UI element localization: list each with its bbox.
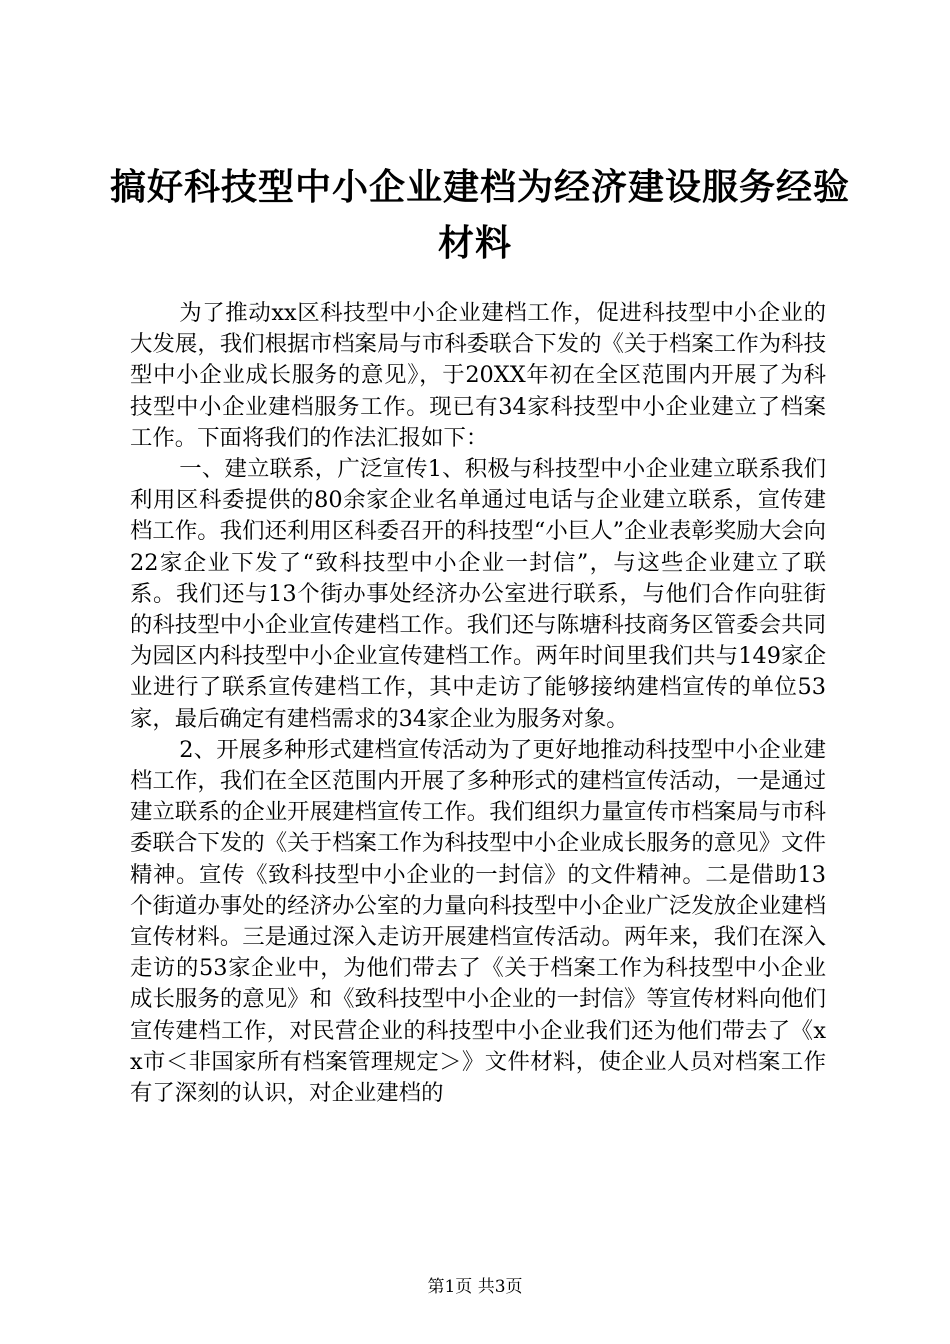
paragraph-intro: 为了推动xx区科技型中小企业建档工作，促进科技型中小企业的大发展，我们根据市档案局与市科委联合下发的《关于档案工作为科技型中小企业成长服务的意见》，于20XX年初在全区范围内开展了为科技型中小企业建档服务工作。现已有34家科技型中小企业建立了档案工作。下面将我们的作法汇报如下： [130, 300, 826, 451]
document-title [110, 160, 851, 272]
page-footer: 第1页 共3页 [427, 1277, 523, 1297]
paragraph-section-1: 一、建立联系，广泛宣传1、积极与科技型中小企业建立联系我们利用区科委提供的80余家企业名单通过电话与企业建立联系，宣传建档工作。我们还利用区科委召开的科技型“小巨人”企业表彰奖励大会向22家企业下发了“致科技型中小企业一封信”，与这些企业建立了联系。我们还与13个街办事处经济办公室进行联系，与他们合作向驻街的科技型中小企业宣传建档工作。我们还与陈塘科技商务区管委会共同为园区内科技型中小企业宣传建档工作。两年时间里我们共与149家企业进行了联系宣传建档工作，其中走访了能够接纳建档宣传的单位53家，最后确定有建档需求的34家企业为服务对象。 [130, 456, 826, 732]
title-line-2: 材料 [437, 223, 512, 264]
document-body [130, 298, 826, 1210]
paragraph-section-2: 2、开展多种形式建档宣传活动为了更好地推动科技型中小企业建档工作，我们在全区范围内开展了多种形式的建档宣传活动，一是通过建立联系的企业开展建档宣传工作。我们组织力量宣传市档案局与市科委联合下发的《关于档案工作为科技型中小企业成长服务的意见》文件精神。宣传《致科技型中小企业的一封信》的文件精神。二是借助13个街道办事处的经济办公室的力量向科技型中小企业广泛发放企业建档宣传材料。三是通过深入走访开展建档宣传活动。两年来，我们在深入走访的53家企业中，为他们带去了《关于档案工作为科技型中小企业成长服务的意见》和《致科技型中小企业的一封信》等宣传材料向他们宣传建档工作，对民营企业的科技型中小企业我们还为他们带去了《xx市＜非国家所有档案管理规定＞》文件材料，使企业人员对档案工作有了深刻的认识，对企业建档的 [130, 736, 826, 1107]
title-line-1: 搞好科技型中小企业建档为经济建设服务经验 [110, 167, 851, 208]
